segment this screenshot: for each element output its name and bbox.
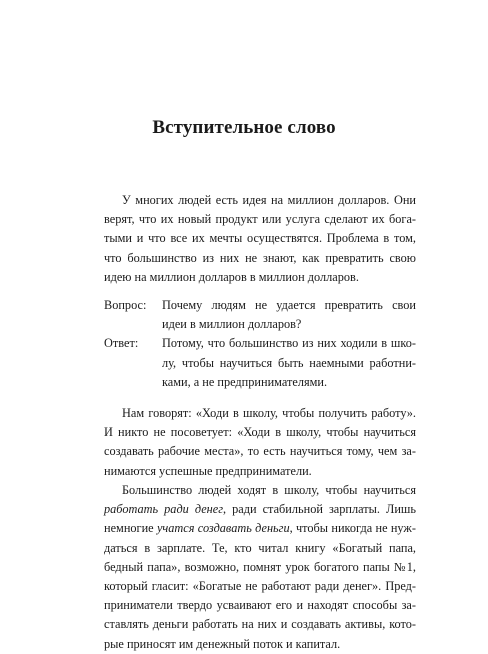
text-line: И никто не посоветует: «Ходи в школу, чтобы научиться — [104, 425, 416, 440]
answer-row — [104, 334, 416, 392]
paragraph-intro — [104, 191, 416, 287]
text-line: У многих людей есть идея на миллион долларов. Они — [122, 193, 416, 207]
text-line: создавать рабочие места», то есть научиться тому, чем за- — [104, 444, 416, 459]
text-line: лу, чтобы научиться быть наемными работни- — [162, 355, 416, 370]
text-line: ками, а не предпринимателями. — [162, 374, 328, 389]
text-fragment: немногие — [104, 521, 157, 536]
answer-label: Ответ: — [104, 336, 139, 351]
text-line: Потому, что большинство из них ходили в шко- — [162, 336, 416, 351]
text-line: бедный папа», возможно, помнят урок богатого папы №1, — [104, 559, 416, 574]
text-line: который гласит: «Богатые не работают ради денег». Пред- — [104, 578, 416, 593]
emphasis-text: учатся создавать деньги — [156, 521, 290, 536]
paragraph-school — [104, 404, 416, 481]
text-line: Большинство людей ходят в школу, чтобы научиться — [122, 483, 416, 497]
text-line — [104, 519, 416, 538]
text-line: что большинство из них не знают, как превратить свою — [104, 250, 416, 265]
text-line: рые приносят им денежный поток и капитал. — [104, 636, 341, 651]
text-line: ставлять деньги работать на них и создавать активы, кото- — [104, 617, 416, 632]
text-fragment: , ради стабильной зарплаты. Лишь — [223, 502, 416, 517]
question-row — [104, 296, 416, 334]
question-label: Вопрос: — [104, 298, 147, 312]
text-line: Почему людям не удается превратить свои — [162, 298, 416, 312]
text-line: даться в зарплате. Те, кто читал книгу «Богатый папа, — [104, 540, 416, 555]
text-line: идеи в миллион долларов? — [162, 317, 302, 332]
page-title: Вступительное слово — [152, 117, 336, 138]
text-line — [104, 500, 416, 519]
paragraph-money — [104, 481, 416, 654]
text-line: верят, что их новый продукт или услуга сделают их бога- — [104, 212, 416, 227]
text-line: тыми и что все их мечты осуществятся. Проблема в том, — [104, 231, 416, 246]
emphasis-text: работать ради денег — [104, 502, 224, 517]
question-text — [162, 296, 416, 334]
text-line: нимаются успешные предприниматели. — [104, 463, 312, 478]
text-line: приниматели твердо усваивают его и находят способы за- — [104, 598, 416, 613]
question-answer-block — [104, 296, 416, 392]
text-fragment: , чтобы никогда не нуж- — [289, 521, 417, 536]
text-line: идею на миллион долларов в миллион долларов. — [104, 269, 359, 284]
answer-text — [162, 334, 416, 392]
text-line: Нам говорят: «Ходи в школу, чтобы получить работу». — [122, 406, 416, 420]
